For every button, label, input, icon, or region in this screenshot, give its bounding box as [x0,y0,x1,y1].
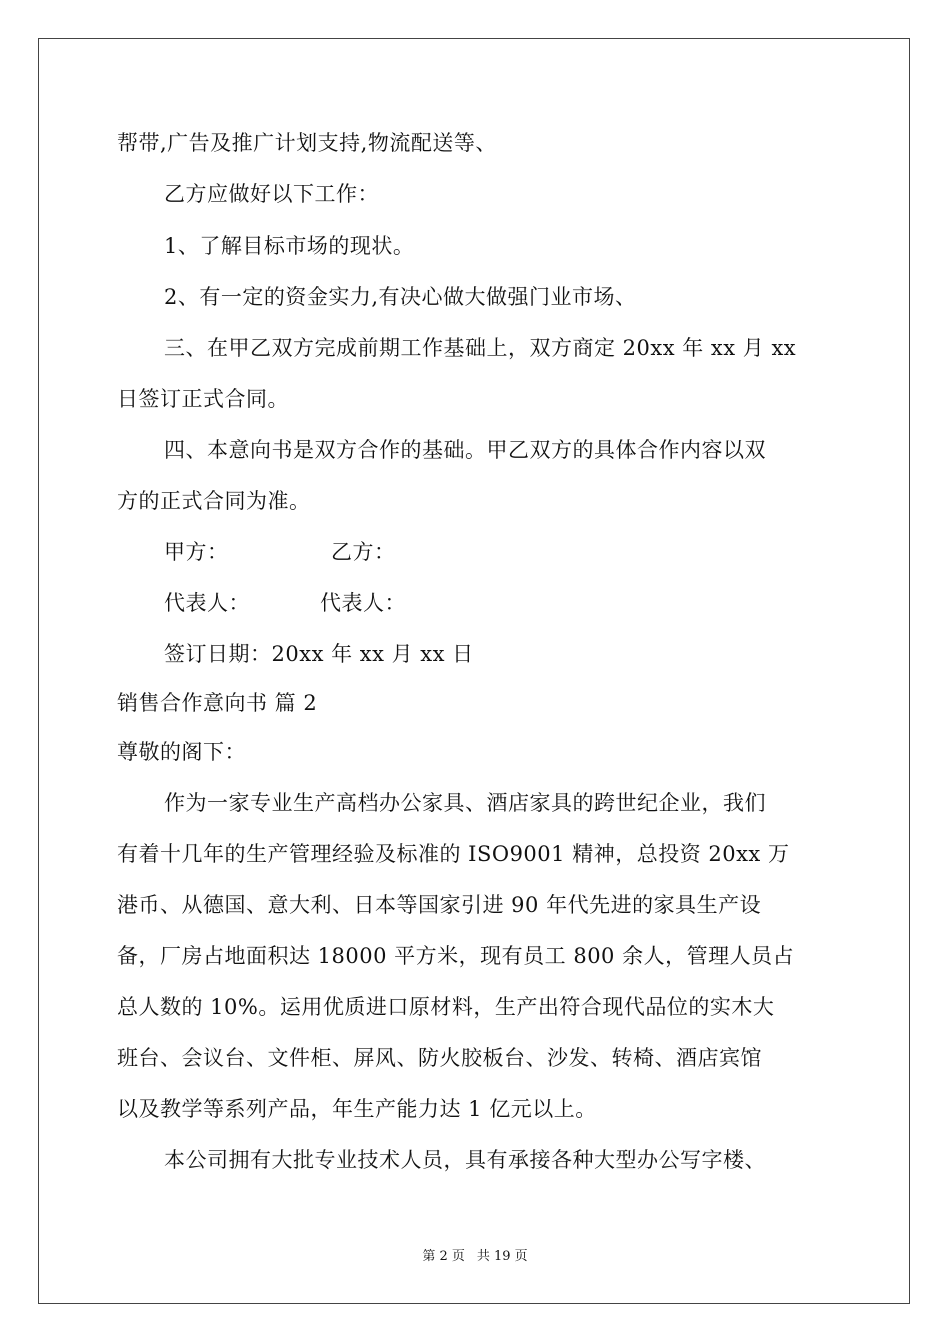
rep-b-label: 代表人： [320,591,406,615]
page-number: 第 2 页 [422,1249,465,1264]
text-line: 日签订正式合同。 [117,387,289,411]
text-line: 1、了解目标市场的现状。 [164,234,415,258]
text-line: 以及教学等系列产品，年生产能力达 1 亿元以上。 [117,1097,597,1121]
page-footer [0,1248,950,1266]
text-line: 港币、从德国、意大利、日本等国家引进 90 年代先进的家具生产设 [117,893,762,917]
rep-a-label: 代表人： [164,591,250,615]
salutation: 尊敬的阁下： [117,740,246,764]
text-line: 方的正式合同为准。 [117,489,311,513]
text-line: 本公司拥有大批专业技术人员，具有承接各种大型办公写字楼、 [164,1148,766,1172]
party-a-label: 甲方： [164,540,229,564]
section-title: 销售合作意向书 篇 2 [117,691,318,715]
sign-date: 签订日期：20xx 年 xx 月 xx 日 [164,642,474,666]
page-total: 共 19 页 [476,1249,528,1264]
text-line: 三、在甲乙双方完成前期工作基础上，双方商定 20xx 年 xx 月 xx [164,336,797,360]
text-line: 帮带,广告及推广计划支持,物流配送等、 [117,131,497,155]
text-line: 乙方应做好以下工作： [164,182,379,206]
text-line: 2、有一定的资金实力,有决心做大做强门业市场、 [164,285,637,309]
text-line: 作为一家专业生产高档办公家具、酒店家具的跨世纪企业，我们 [164,791,766,815]
text-line: 有着十几年的生产管理经验及标准的 ISO9001 精神，总投资 20xx 万 [117,842,790,866]
text-line: 总人数的 10%。运用优质进口原材料，生产出符合现代品位的实木大 [117,995,775,1019]
text-line: 四、本意向书是双方合作的基础。甲乙双方的具体合作内容以双 [164,438,766,462]
text-line: 备，厂房占地面积达 18000 平方米，现有员工 800 余人，管理人员占 [117,944,795,968]
party-b-label: 乙方： [331,540,396,564]
text-line: 班台、会议台、文件柜、屏风、防火胶板台、沙发、转椅、酒店宾馆 [117,1046,762,1070]
